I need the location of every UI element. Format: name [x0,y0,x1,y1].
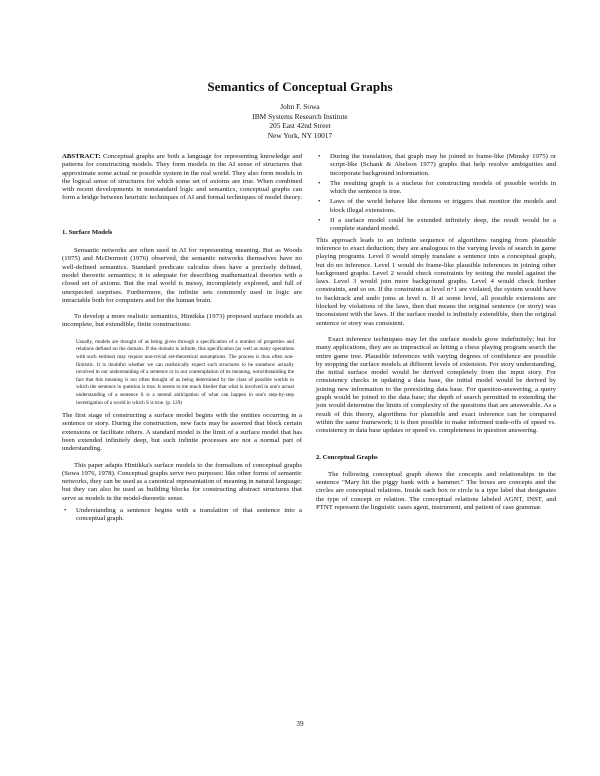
section-1-paragraph-4: This paper adapts Hintikka's surface models to the formalism of conceptual graphs (Sowa 1976, 1978). Conceptual graphs serve two purposes: like other forms of semantic networks, they can be used as a canonical representation of meaning in natural language; but they can also be used as building blocks for constructing abstract structures that serve as models in the model-theoretic sense. [62,461,302,502]
bullet-icon: • [318,179,321,187]
list-item-text: Laws of the world behave like demons or triggers that monitor the models and block illegal extensions. [330,198,556,214]
section-1-paragraph-2: To develop a more realistic semantics, Hintikka (1973) proposed surface models as incomplete, but extendible, finite constructions: [62,313,302,329]
bullet-icon: • [318,153,321,160]
author-street: 205 East 42nd Street [269,121,331,130]
list-item [316,198,556,215]
author-affiliation: IBM Systems Research Institute [252,111,348,121]
author-block [0,102,600,140]
list-item-text: If a surface model could be extended infinitely deep, the result would be a complete standard model. [330,217,556,233]
list-item [316,217,556,234]
author-name: John F. Sowa [280,102,320,111]
section-2-paragraph-1: The following conceptual graph shows the concepts and relationships in the sentence "Mary hit the piggy bank with a hammer." The boxes are concepts and the circles are conceptual relations. Inside each box or circle is a type label that designates the type of concept or relation. The conceptual relations labeled AGNT, INST, and PTNT represent the linguistic cases agent, instrument, and patient of case grammar. [316,470,556,511]
right-bullet-list [316,153,556,234]
section-1-heading: 1. Surface Models [62,228,113,236]
list-item [316,153,556,178]
hintikka-quote: Usually, models are thought of as being given through a specification of a number of properties and relations defined on the domain. If the domain is infinite, this specification (as well as many operations with such entities) may require non-trivial set-theoretical assumptions. The process is thus often non-finitistic. It is doubtful whether we can realistically expect such structures to be somehow actually involved in our understanding of a sentence or in our contemplation of its meaning, notwithstanding the fact that this meaning is too often thought of as being determined by the class of possible worlds in which the sentence in question is true. It seems to me much likelier that what is involved in one's actual understanding of a sentence S is a mental anticipation of what can happen in one's step-by-step investigation of a world in which S is true. (p. 129) [76,338,294,406]
abstract-label: ABSTRACT: [62,153,101,160]
abstract [62,153,302,203]
list-item-text: During the translation, that graph may be joined to frame-like (Minsky 1975) or script-like (Schank & Abelson 1977) graphs that help resolve ambiguities and incorporate background information. [330,153,556,177]
abstract-text: Conceptual graphs are both a language for representing knowledge and patterns for constructing models. They form models in the AI sense of structures that approximate some actual or possible system in the real world. They also form models in the logical sense of structures for which some set of axioms are true. When combined with recent developments in nonstandard logic and semantics, conceptual graphs can form a bridge between heuristic techniques of AI and formal techniques of model theory. [62,153,303,202]
bullet-icon: • [64,507,67,515]
section-1-paragraph-3: The first stage of constructing a surface model begins with the entities occurring in a sentence or story. During the construction, new facts may be asserted that block certain extensions or facilitate others. A standard model is the limit of a surface model that has been extended infinitely deep, but such infinite processes are not a normal part of understanding. [62,412,302,453]
left-bullet-list [62,507,302,524]
right-paragraph-2: Exact inference techniques may let the surface models grow indefinitely; but for many applications, they are as impractical as letting a chess playing program search the entire game tree. Plausible inferences with varying degrees of confidence are possible by stopping the surface models at different levels of extension. For story understanding, the initial surface model would be derived completely from the input story. For consistency checks in updating a data base, the initial model would be derived by joining new information to the preexisting data base. For question-answering, a query graph would be joined to the data base; the depth of search permitted in extending the join would determine the limits of complexity of the questions that are answerable. As a result of this theory, algorithms for plausible and exact inference can be compared within the same framework; it is then possible to make informed trade-offs of speed vs. consistency in data base updates or speed vs. completeness in question answering. [316,335,556,435]
list-item [316,180,556,197]
page-number: 39 [296,720,304,728]
bullet-icon: • [318,198,321,206]
list-item [62,507,302,524]
author-city: New York, NY 10017 [267,130,333,140]
section-1-paragraph-1: Semantic networks are often used in AI for representing meaning. But as Woods (1975) and McDermott (1976) observed, the semantic networks themselves have no well-defined semantics. Standard predicate calculus does have a precisely defined, model theoretic semantics; it is adequate for describing mathematical theories with a closed set of axioms. But the real world is messy, incompletely explored, and full of unexpected surprises. Furthermore, the infinite sets commonly used in logic are intractable both for computers and for the human brain. [62,247,302,304]
bullet-icon: • [318,217,321,225]
list-item-text: The resulting graph is a nucleus for constructing models of possible worlds in which the sentence is true. [330,179,556,196]
right-paragraph-1: This approach leads to an infinite sequence of algorithms ranging from plausible inference to exact deduction; they are analogous to the varying levels of search in game playing programs. Level 0 would simply translate a sentence into a conceptual graph, but do no inference. Level 1 would do frame-like plausible inferences in joining other background graphs. Level 2 would check constraints by testing the model against the laws. Level 3 would join more background graphs. Level 4 would check further constraints, and so on. If the constraints at level n+1 are violated, the system would have to backtrack and undo joins at level n. If at some level, all possible extensions are blocked by violations of the laws, then that means the original sentence (or story) was inconsistent with the laws. If the surface model is infinitely extendible, then the original sentence or story was consistent. [316,236,556,327]
right-column [316,153,556,512]
paper-title: Semantics of Conceptual Graphs [207,79,393,94]
left-column [62,153,302,526]
section-2-heading: 2. Conceptual Graphs [316,453,378,461]
list-item-text: Understanding a sentence begins with a translation of that sentence into a conceptual graph. [76,507,302,523]
